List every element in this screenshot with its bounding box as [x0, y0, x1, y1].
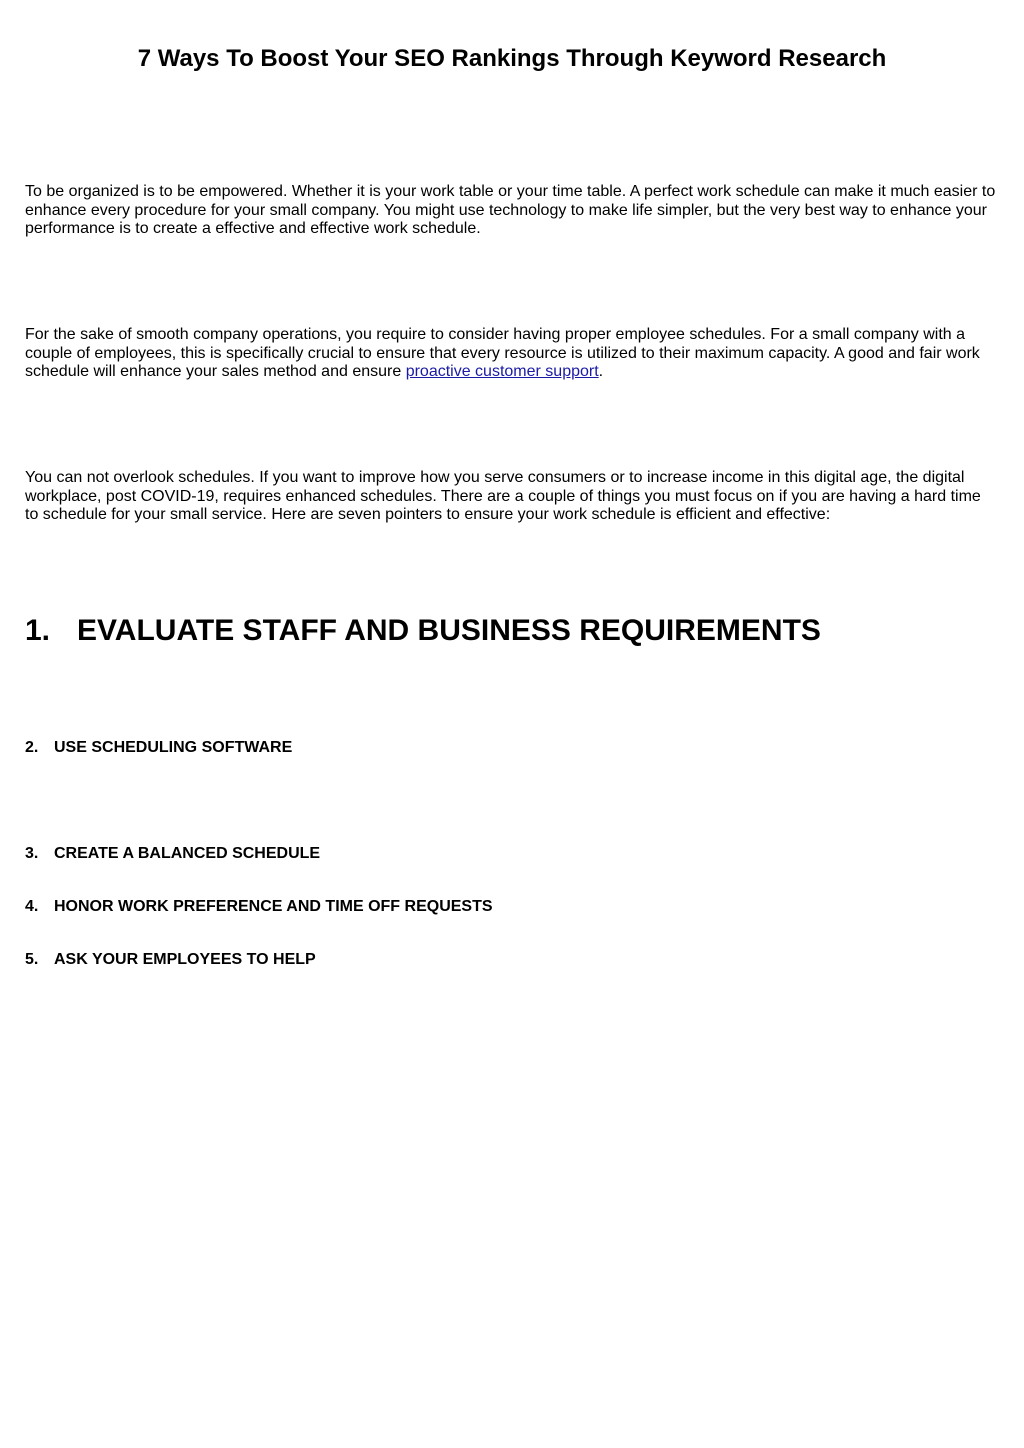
section-heading-1: [25, 614, 821, 648]
schedules-paragraph: You can not overlook schedules. If you want to improve how you serve consumers or to increase income in this digital age, the digital workplace, post COVID-19, requires enhanced schedules. There are a couple of things you must focus on if you are having a hard time to schedule for your small service. Here are seven pointers to ensure your work schedule is efficient and effective:: [25, 469, 981, 523]
operations-paragraph-end: .: [598, 363, 604, 380]
section-heading-text: EVALUATE STAFF AND BUSINESS REQUIREMENTS: [77, 614, 821, 647]
intro-paragraph: To be organized is to be empowered. Whether it is your work table or your time table. A perfect work schedule can make it much easier to enhance every procedure for your small company. You might use technology to make life simpler, but the very best way to enhance your performance is to create a effective and effective work schedule.: [25, 183, 996, 237]
section-number: 3.: [25, 845, 39, 862]
section-heading-2: [25, 738, 292, 758]
section-number: 2.: [25, 739, 39, 756]
section-heading-text: CREATE A BALANCED SCHEDULE: [54, 845, 321, 862]
operations-paragraph-text: For the sake of smooth company operations, you require to consider having proper employee schedules. For a small company with a couple of employees, this is specifically crucial to ensure that every resource is utilized to their maximum capacity. A good and fair work schedule will enhance your sales method and ensure: [25, 326, 980, 380]
section-number: 1.: [25, 614, 51, 647]
section-heading-text: USE SCHEDULING SOFTWARE: [54, 739, 293, 756]
section-heading-4: [25, 897, 493, 917]
section-number: 5.: [25, 951, 39, 968]
operations-paragraph: [25, 326, 997, 382]
section-heading-text: ASK YOUR EMPLOYEES TO HELP: [54, 951, 316, 968]
page-title: 7 Ways To Boost Your SEO Rankings Through Keyword Research: [137, 45, 887, 72]
proactive-customer-support-link[interactable]: proactive customer support: [405, 363, 599, 380]
section-heading-3: [25, 844, 320, 864]
section-heading-5: [25, 950, 316, 970]
section-number: 4.: [25, 898, 39, 915]
section-heading-text: HONOR WORK PREFERENCE AND TIME OFF REQUESTS: [54, 898, 493, 915]
